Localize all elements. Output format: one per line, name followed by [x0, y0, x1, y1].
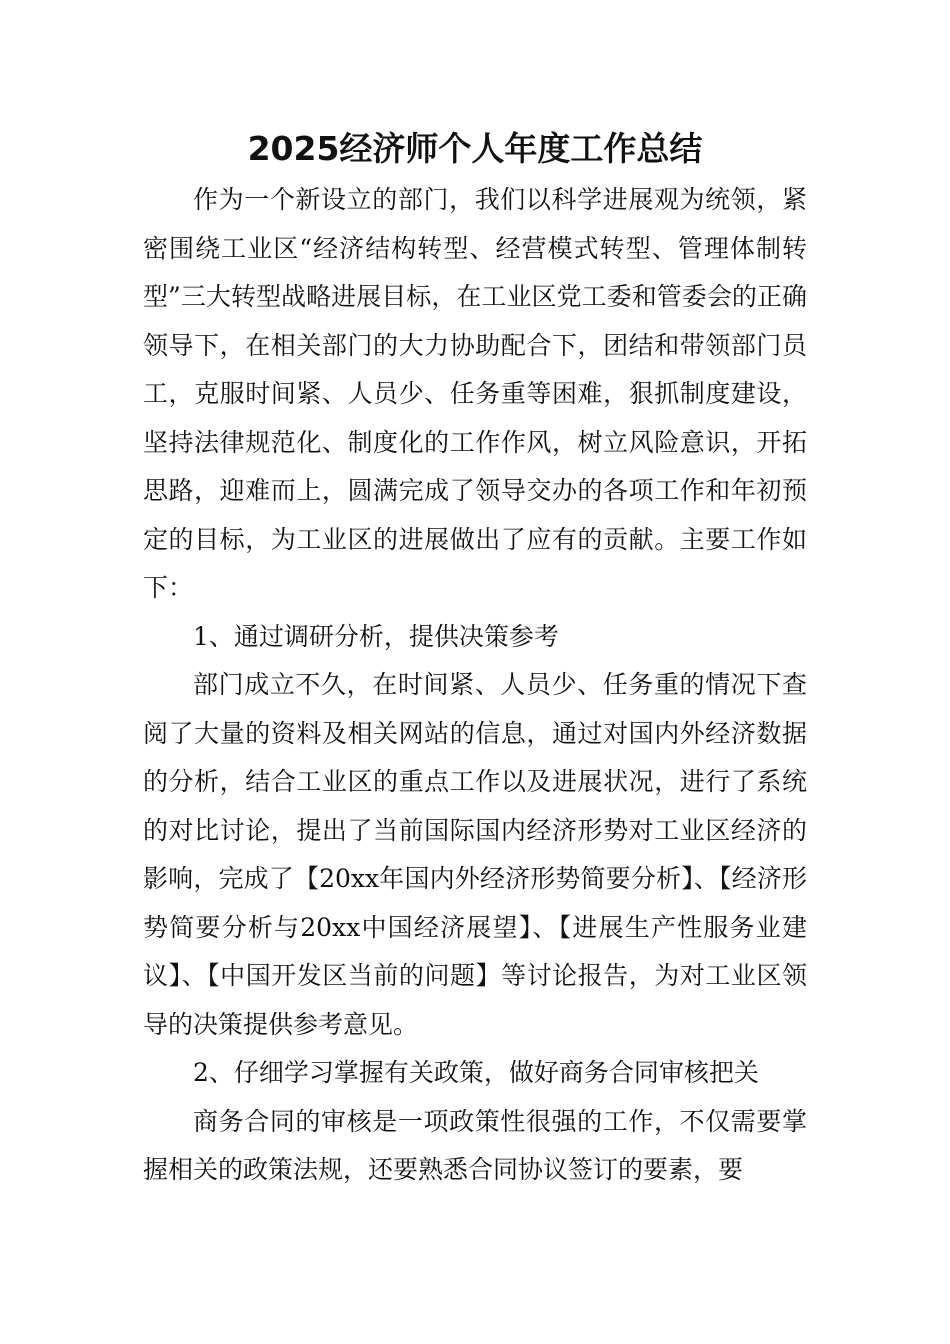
document-body — [143, 176, 807, 1195]
paragraph-section-2: 商务合同的审核是一项政策性很强的工作，不仅需要掌握相关的政策法规，还要熟悉合同协议签订的要素，要 — [143, 1106, 807, 1184]
paragraph-intro: 作为一个新设立的部门，我们以科学进展观为统领，紧密围绕工业区“经济结构转型、经营模式转型、管理体制转型”三大转型战略进展目标，在工业区党工委和管委会的正确领导下，在相关部门的大力协助配合下，团结和带领部门员工，克服时间紧、人员少、任务重等困难，狠抓制度建设，坚持法律规范化、制度化的工作作风，树立风险意识，开拓思路，迎难而上，圆满完成了领导交办的各项工作和年初预定的目标，为工业区的进展做出了应有的贡献。主要工作如下： — [143, 185, 807, 602]
section-heading-1: 1、通过调研分析，提供决策参考 — [193, 621, 559, 651]
section-heading-2: 2、仔细学习掌握有关政策，做好商务合同审核把关 — [193, 1058, 759, 1087]
document-title: 2025经济师个人年度工作总结 — [247, 129, 703, 168]
paragraph-section-1: 部门成立不久，在时间紧、人员少、任务重的情况下查阅了大量的资料及相关网站的信息，通过对国内外经济数据的分析，结合工业区的重点工作以及进展状况，进行了系统的对比讨论，提出了当前国际国内经济形势对工业区经济的影响，完成了【20xx年国内外经济形势简要分析】、【经济形势简要分析与20xx中国经济展望】、【进展生产性服务业建议】、【中国开发区当前的问题】等讨论报告，为对工业区领导的决策提供参考意见。 — [143, 670, 807, 1039]
